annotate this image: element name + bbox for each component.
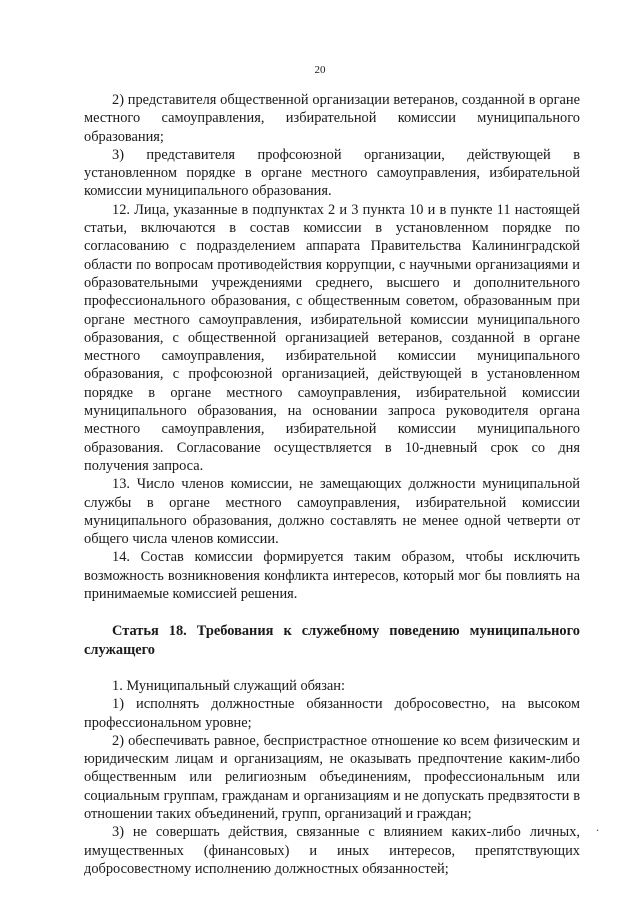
paragraph-item-3: 3) представителя профсоюзной организации, действующей в установленном порядке в органе местного самоуправления, избирательной комиссии муниципального образования. (84, 146, 580, 200)
page-number: 20 (314, 64, 326, 76)
article-18-heading: Статья 18. Требования к служебному поведению муниципального служащего (84, 623, 580, 658)
duties-intro: 1. Муниципальный служащий обязан: (112, 677, 345, 694)
stray-mark: . (596, 820, 599, 834)
duty-item-1: 1) исполнять должностные обязанности добросовестно, на высоком профессиональном уровне; (84, 696, 580, 731)
duty-item-2: 2) обеспечивать равное, беспристрастное отношение ко всем физическим и юридическим лицам и организациям, не оказывать предпочтение каким-либо общественным или религиозным объединениям, профессиональным или социальным группам, гражданам и организациям и не допускать предвзятости в отношении таких объединений, групп, организаций и граждан; (84, 732, 580, 822)
document-body (84, 91, 580, 878)
duty-item-3: 3) не совершать действия, связанные с влиянием каких-либо личных, имущественных (финансовых) и иных интересов, препятствующих добросовестному исполнению должностных обязанностей; (84, 824, 580, 877)
paragraph-13: 13. Число членов комиссии, не замещающих должности муниципальной службы в органе местного самоуправления, избирательной комиссии муниципального образования, должно составлять не менее одной четверти от общего числа членов комиссии. (84, 476, 580, 548)
paragraph-item-2: 2) представителя общественной организации ветеранов, созданной в органе местного самоуправления, избирательной комиссии муниципального образования; (84, 92, 580, 145)
paragraph-14: 14. Состав комиссии формируется таким образом, чтобы исключить возможность возникновения конфликта интересов, который мог бы повлиять на принимаемые комиссией решения. (84, 549, 580, 603)
paragraph-12: 12. Лица, указанные в подпунктах 2 и 3 пункта 10 и в пункте 11 настоящей статьи, включаются в состав комиссии в установленном порядке по согласованию с подразделением аппарата Правительства Калининградской области по вопросам противодействия коррупции, с научными организациями и образовательными учреждениями среднего, высшего и дополнительного профессионального образования, с общественным советом, образованным при органе местного самоуправления, избирательной комиссии муниципального образования, с общественной организацией ветеранов, созданной в органе местного самоуправления, избирательной комиссии муниципального образования, с профсоюзной организацией, действующей в установленном порядке в органе местного самоуправления, избирательной комиссии муниципального образования, на основании запроса руководителя органа местного самоуправления, избирательной комиссии муниципального образования. Согласование осуществляется в 10-дневный срок со дня получения запроса. (84, 201, 580, 474)
